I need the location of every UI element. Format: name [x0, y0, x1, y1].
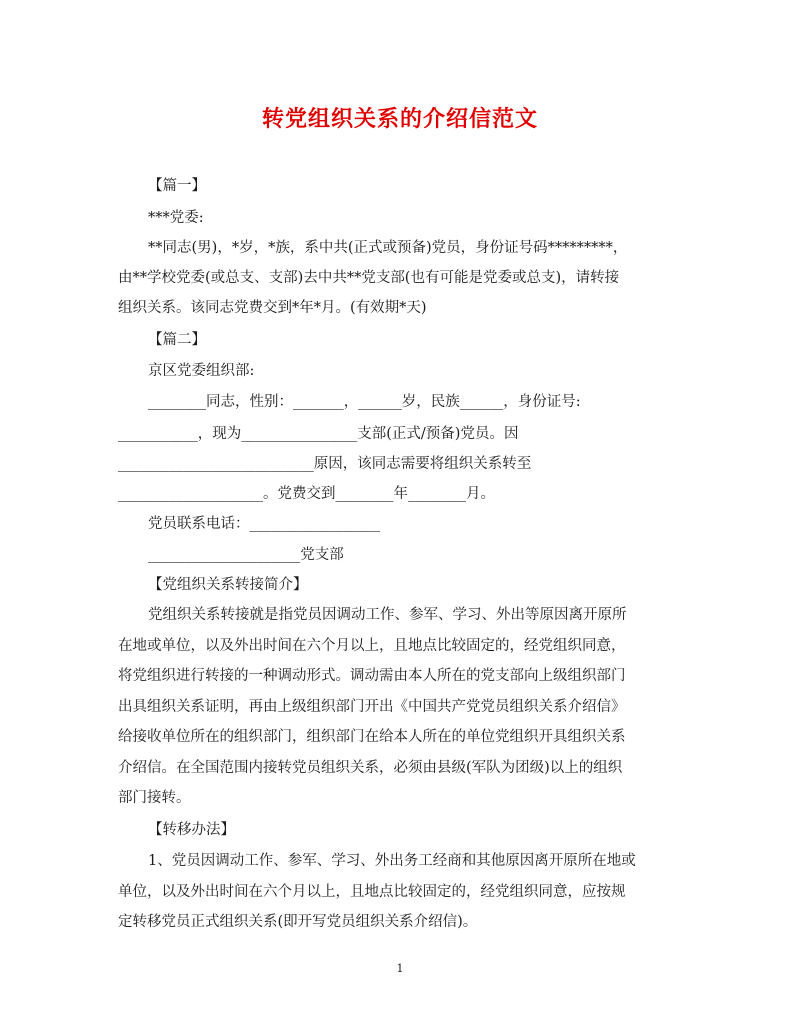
body-line: 定转移党员正式组织关系(即开写党员组织关系介绍信)。 [118, 914, 478, 930]
body-line: 在地或单位，以及外出时间在六个月以上，且地点比较固定的，经党组织同意， [118, 638, 626, 654]
body-line: 党组织关系转接就是指党员因调动工作、参军、学习、外出等原因离开原所 [148, 607, 627, 623]
body-line: 部门接转。 [118, 790, 191, 806]
section-heading-intro: 【党组织关系转接简介】 [148, 577, 308, 593]
body-line: 单位，以及外出时间在六个月以上，且地点比较固定的，经党组织同意，应按规 [118, 884, 626, 900]
body-line: **同志(男)，*岁，*族，系中共(正式或预备)党员，身份证号码*********， [148, 240, 628, 256]
page-number: 1 [396, 962, 404, 975]
body-line: 组织关系。该同志党费交到*年*月。(有效期*天) [118, 300, 427, 316]
form-line: ____________________。党费交到________年________月。 [118, 486, 495, 502]
form-line: ___________________________原因，该同志需要将组织关系转至 [118, 456, 532, 472]
addressee-line: ***党委: [148, 210, 204, 226]
body-line: 将党组织进行转接的一种调动形式。调动需由本人所在的党支部向上级组织部门 [118, 668, 626, 684]
form-line: ________同志，性别：_______，______岁，民族______，身份证号: [148, 394, 581, 410]
body-line: 出具组织关系证明，再由上级组织部门开出《中国共产党党员组织关系介绍信》 [118, 699, 626, 715]
body-line: 1、党员因调动工作、参军、学习、外出务工经商和其他原因离开原所在地或 [148, 853, 636, 869]
signature-line: _____________________党支部 [148, 547, 344, 563]
section-heading-part-2: 【篇二】 [148, 332, 206, 348]
section-heading-part-1: 【篇一】 [148, 178, 206, 194]
body-line: 由**学校党委(或总支、支部)去中共**党支部(也有可能是党委或总支)，请转接 [118, 270, 620, 286]
phone-line: 党员联系电话：__________________ [148, 516, 380, 532]
body-line: 介绍信。在全国范围内接转党员组织关系，必须由县级(军队为团级)以上的组织 [118, 760, 623, 776]
document-title: 转党组织关系的介绍信范文 [261, 106, 538, 132]
body-line: 给接收单位所在的组织部门，组织部门在给本人所在的单位党组织开具组织关系 [118, 729, 626, 745]
addressee-line: 京区党委组织部: [148, 363, 255, 379]
form-line: ___________，现为________________支部(正式/预备)党员。因 [118, 426, 519, 442]
section-heading-method: 【转移办法】 [148, 822, 235, 838]
